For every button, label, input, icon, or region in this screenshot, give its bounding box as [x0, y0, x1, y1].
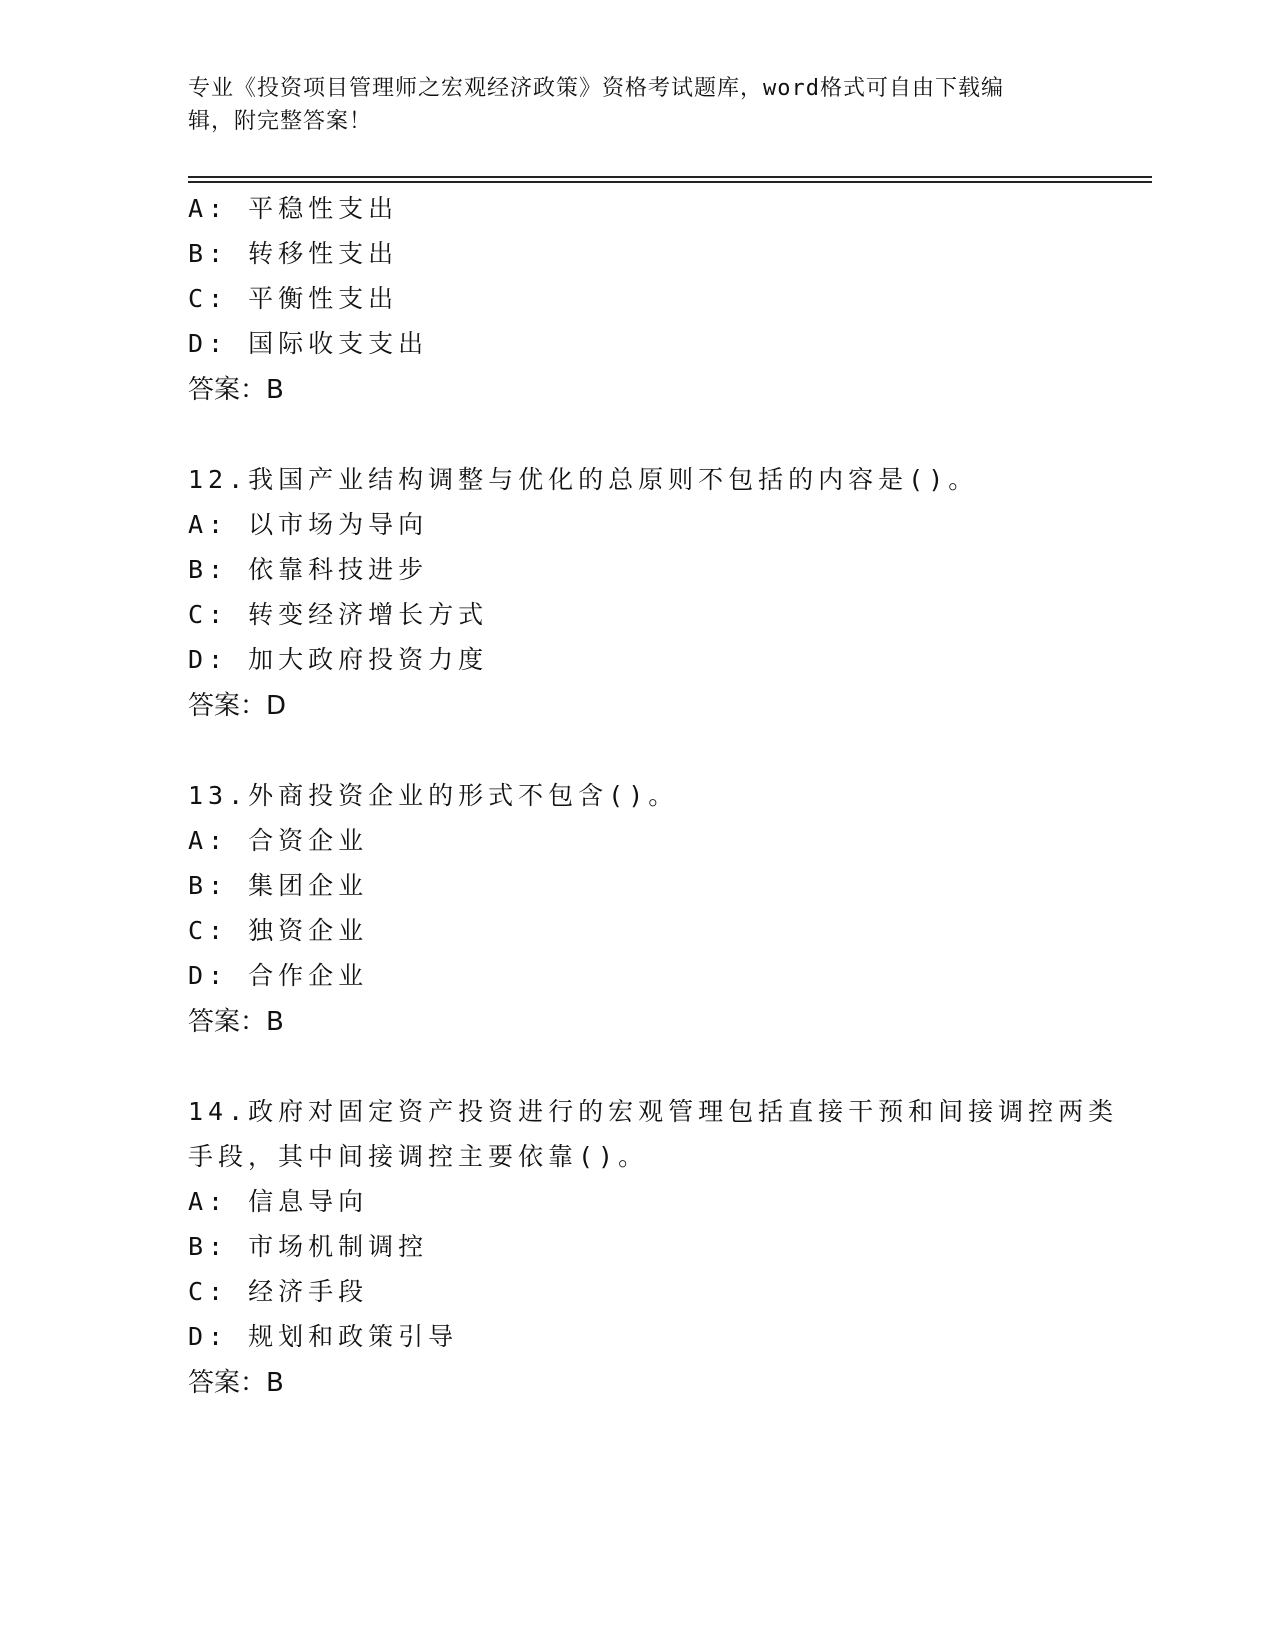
- q14-option-d: D: 规划和政策引导: [188, 1322, 459, 1351]
- q14-option-a: A: 信息导向: [188, 1187, 369, 1216]
- q12-stem: 12.我国产业结构调整与优化的总原则不包括的内容是()。: [188, 465, 979, 494]
- header-line-2: 辑，附完整答案！: [188, 109, 373, 134]
- q13-option-c: C: 独资企业: [188, 916, 369, 945]
- q12-option-b: B: 依靠科技进步: [188, 555, 429, 584]
- q14-stem-line-2: 手段，其中间接调控主要依靠()。: [188, 1142, 649, 1171]
- q11-option-a: A: 平稳性支出: [188, 194, 399, 223]
- q13-stem: 13.外商投资企业的形式不包含()。: [188, 781, 679, 810]
- q14-option-c: C: 经济手段: [188, 1277, 369, 1306]
- q11-option-b: B: 转移性支出: [188, 239, 399, 268]
- q14-option-b: B: 市场机制调控: [188, 1232, 429, 1261]
- header-line-1: 专业《投资项目管理师之宏观经济政策》资格考试题库，word格式可自由下载编: [188, 76, 1004, 101]
- q14-answer: 答案：B: [188, 1368, 284, 1398]
- q13-option-d: D: 合作企业: [188, 961, 369, 990]
- q14-stem-line-1: 14.政府对固定资产投资进行的宏观管理包括直接干预和间接调控两类: [188, 1097, 1119, 1126]
- q12-option-c: C: 转变经济增长方式: [188, 600, 489, 629]
- header-divider-top: [188, 176, 1152, 178]
- q12-option-a: A: 以市场为导向: [188, 510, 429, 539]
- q11-option-c: C: 平衡性支出: [188, 284, 399, 313]
- document-header: [188, 72, 1088, 138]
- q13-option-a: A: 合资企业: [188, 826, 369, 855]
- q11-option-d: D: 国际收支支出: [188, 329, 429, 358]
- q12-option-d: D: 加大政府投资力度: [188, 645, 489, 674]
- q11-answer: 答案：B: [188, 375, 284, 405]
- q13-answer: 答案：B: [188, 1007, 284, 1037]
- q13-option-b: B: 集团企业: [188, 871, 369, 900]
- header-divider-bottom: [188, 181, 1152, 183]
- q12-answer: 答案：D: [188, 691, 287, 721]
